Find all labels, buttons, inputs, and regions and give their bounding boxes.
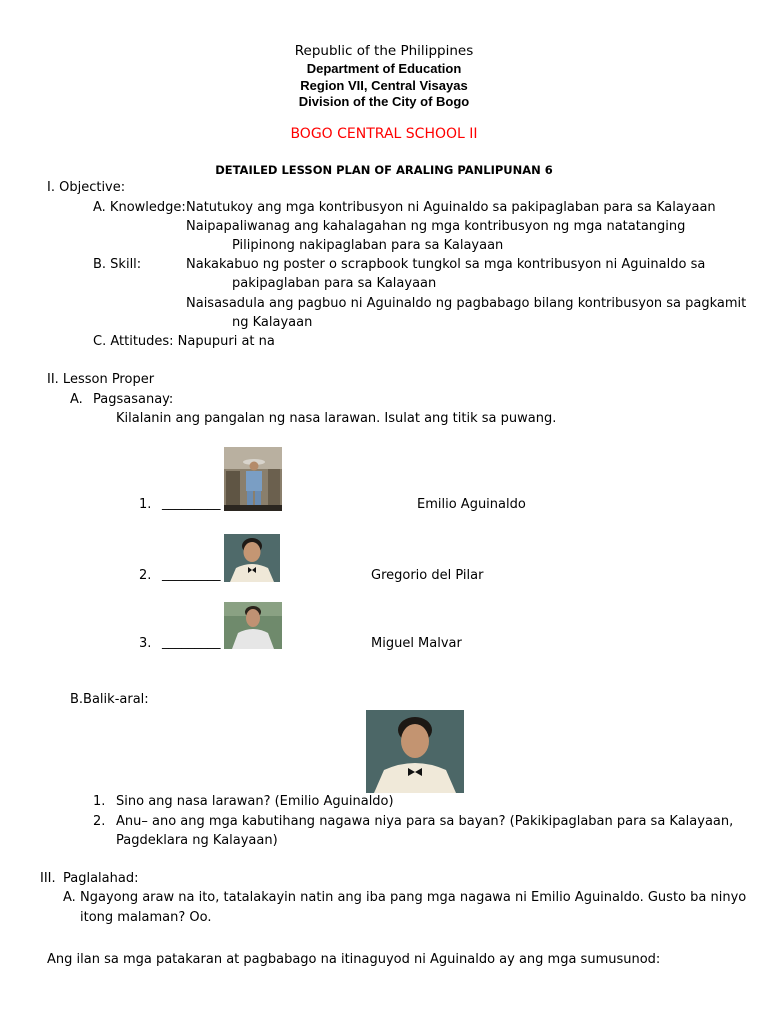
aguinaldo-portrait-photo <box>366 710 464 793</box>
division-line: Division of the City of Bogo <box>298 94 470 109</box>
objective-heading: I. Objective: <box>47 180 126 195</box>
answer-blank: _________ <box>162 567 221 582</box>
balik-aral-heading: B.Balik-aral: <box>70 692 149 707</box>
paglalahad-number: III. <box>40 871 56 886</box>
skill-item-2-cont: ng Kalayaan <box>232 315 313 330</box>
department-line: Department of Education <box>306 61 462 76</box>
attitudes-line: C. Attitudes: Napupuri at na <box>93 334 275 349</box>
question-number: 1. <box>93 794 106 809</box>
question-text-cont: Pagdeklara ng Kalayaan) <box>116 833 278 848</box>
school-name: BOGO CENTRAL SCHOOL II <box>290 126 478 142</box>
pagsasanay-heading: Pagsasanay: <box>93 392 174 407</box>
question-text: Sino ang nasa larawan? (Emilio Aguinaldo) <box>116 794 394 809</box>
paglalahad-a-text: Ngayong araw na ito, tatalakayin natin ang iba pang mga nagawa ni Emilio Aguinaldo. Gusto ba ninyo <box>80 890 747 905</box>
malvar-portrait-photo <box>224 602 282 649</box>
skill-label: B. Skill: <box>93 257 142 272</box>
answer-blank: _________ <box>162 635 221 650</box>
paglalahad-a-text-cont: itong malaman? Oo. <box>80 910 212 925</box>
lesson-proper-heading: II. Lesson Proper <box>47 372 155 387</box>
instruction-text: Kilalanin ang pangalan ng nasa larawan. Isulat ang titik sa puwang. <box>116 411 557 426</box>
skill-item-1-cont: pakipaglaban para sa Kalayaan <box>232 276 437 291</box>
item-number: 2. <box>139 568 152 583</box>
del-pilar-portrait-photo <box>224 534 280 582</box>
question-text: Anu– ano ang mga kabutihang nagawa niya para sa bayan? (Pakikipaglaban para sa Kalayaan, <box>116 814 734 829</box>
knowledge-item-1: Natutukoy ang mga kontribusyon ni Aguinaldo sa pakipaglaban para sa Kalayaan <box>186 200 716 215</box>
paglalahad-heading: Paglalahad: <box>63 871 139 886</box>
region-line: Region VII, Central Visayas <box>300 78 468 93</box>
closing-line: Ang ilan sa mga patakaran at pagbabago na itinaguyod ni Aguinaldo ay ang mga sumusunod: <box>47 952 661 967</box>
document-title: DETAILED LESSON PLAN OF ARALING PANLIPUNAN 6 <box>215 163 553 177</box>
pagsasanay-label: A. <box>70 392 83 407</box>
answer-blank: _________ <box>162 496 221 511</box>
skill-item-1: Nakakabuo ng poster o scrapbook tungkol sa mga kontribusyon ni Aguinaldo sa <box>186 257 706 272</box>
item-name: Emilio Aguinaldo <box>417 497 526 512</box>
republic-line: Republic of the Philippines <box>294 43 474 59</box>
item-number: 1. <box>139 497 152 512</box>
item-number: 3. <box>139 636 152 651</box>
aguinaldo-standing-photo <box>224 447 282 511</box>
skill-item-2: Naisasadula ang pagbuo ni Aguinaldo ng pagbabago bilang kontribusyon sa pagkamit <box>186 296 747 311</box>
item-name: Miguel Malvar <box>371 636 462 651</box>
paglalahad-a-label: A. <box>63 890 76 905</box>
knowledge-item-2-cont: Pilipinong nakipaglaban para sa Kalayaan <box>232 238 504 253</box>
knowledge-label: A. Knowledge: <box>93 200 186 215</box>
item-name: Gregorio del Pilar <box>371 568 484 583</box>
knowledge-item-2: Naipapaliwanag ang kahalagahan ng mga kontribusyon ng mga natatanging <box>186 219 686 234</box>
question-number: 2. <box>93 814 106 829</box>
